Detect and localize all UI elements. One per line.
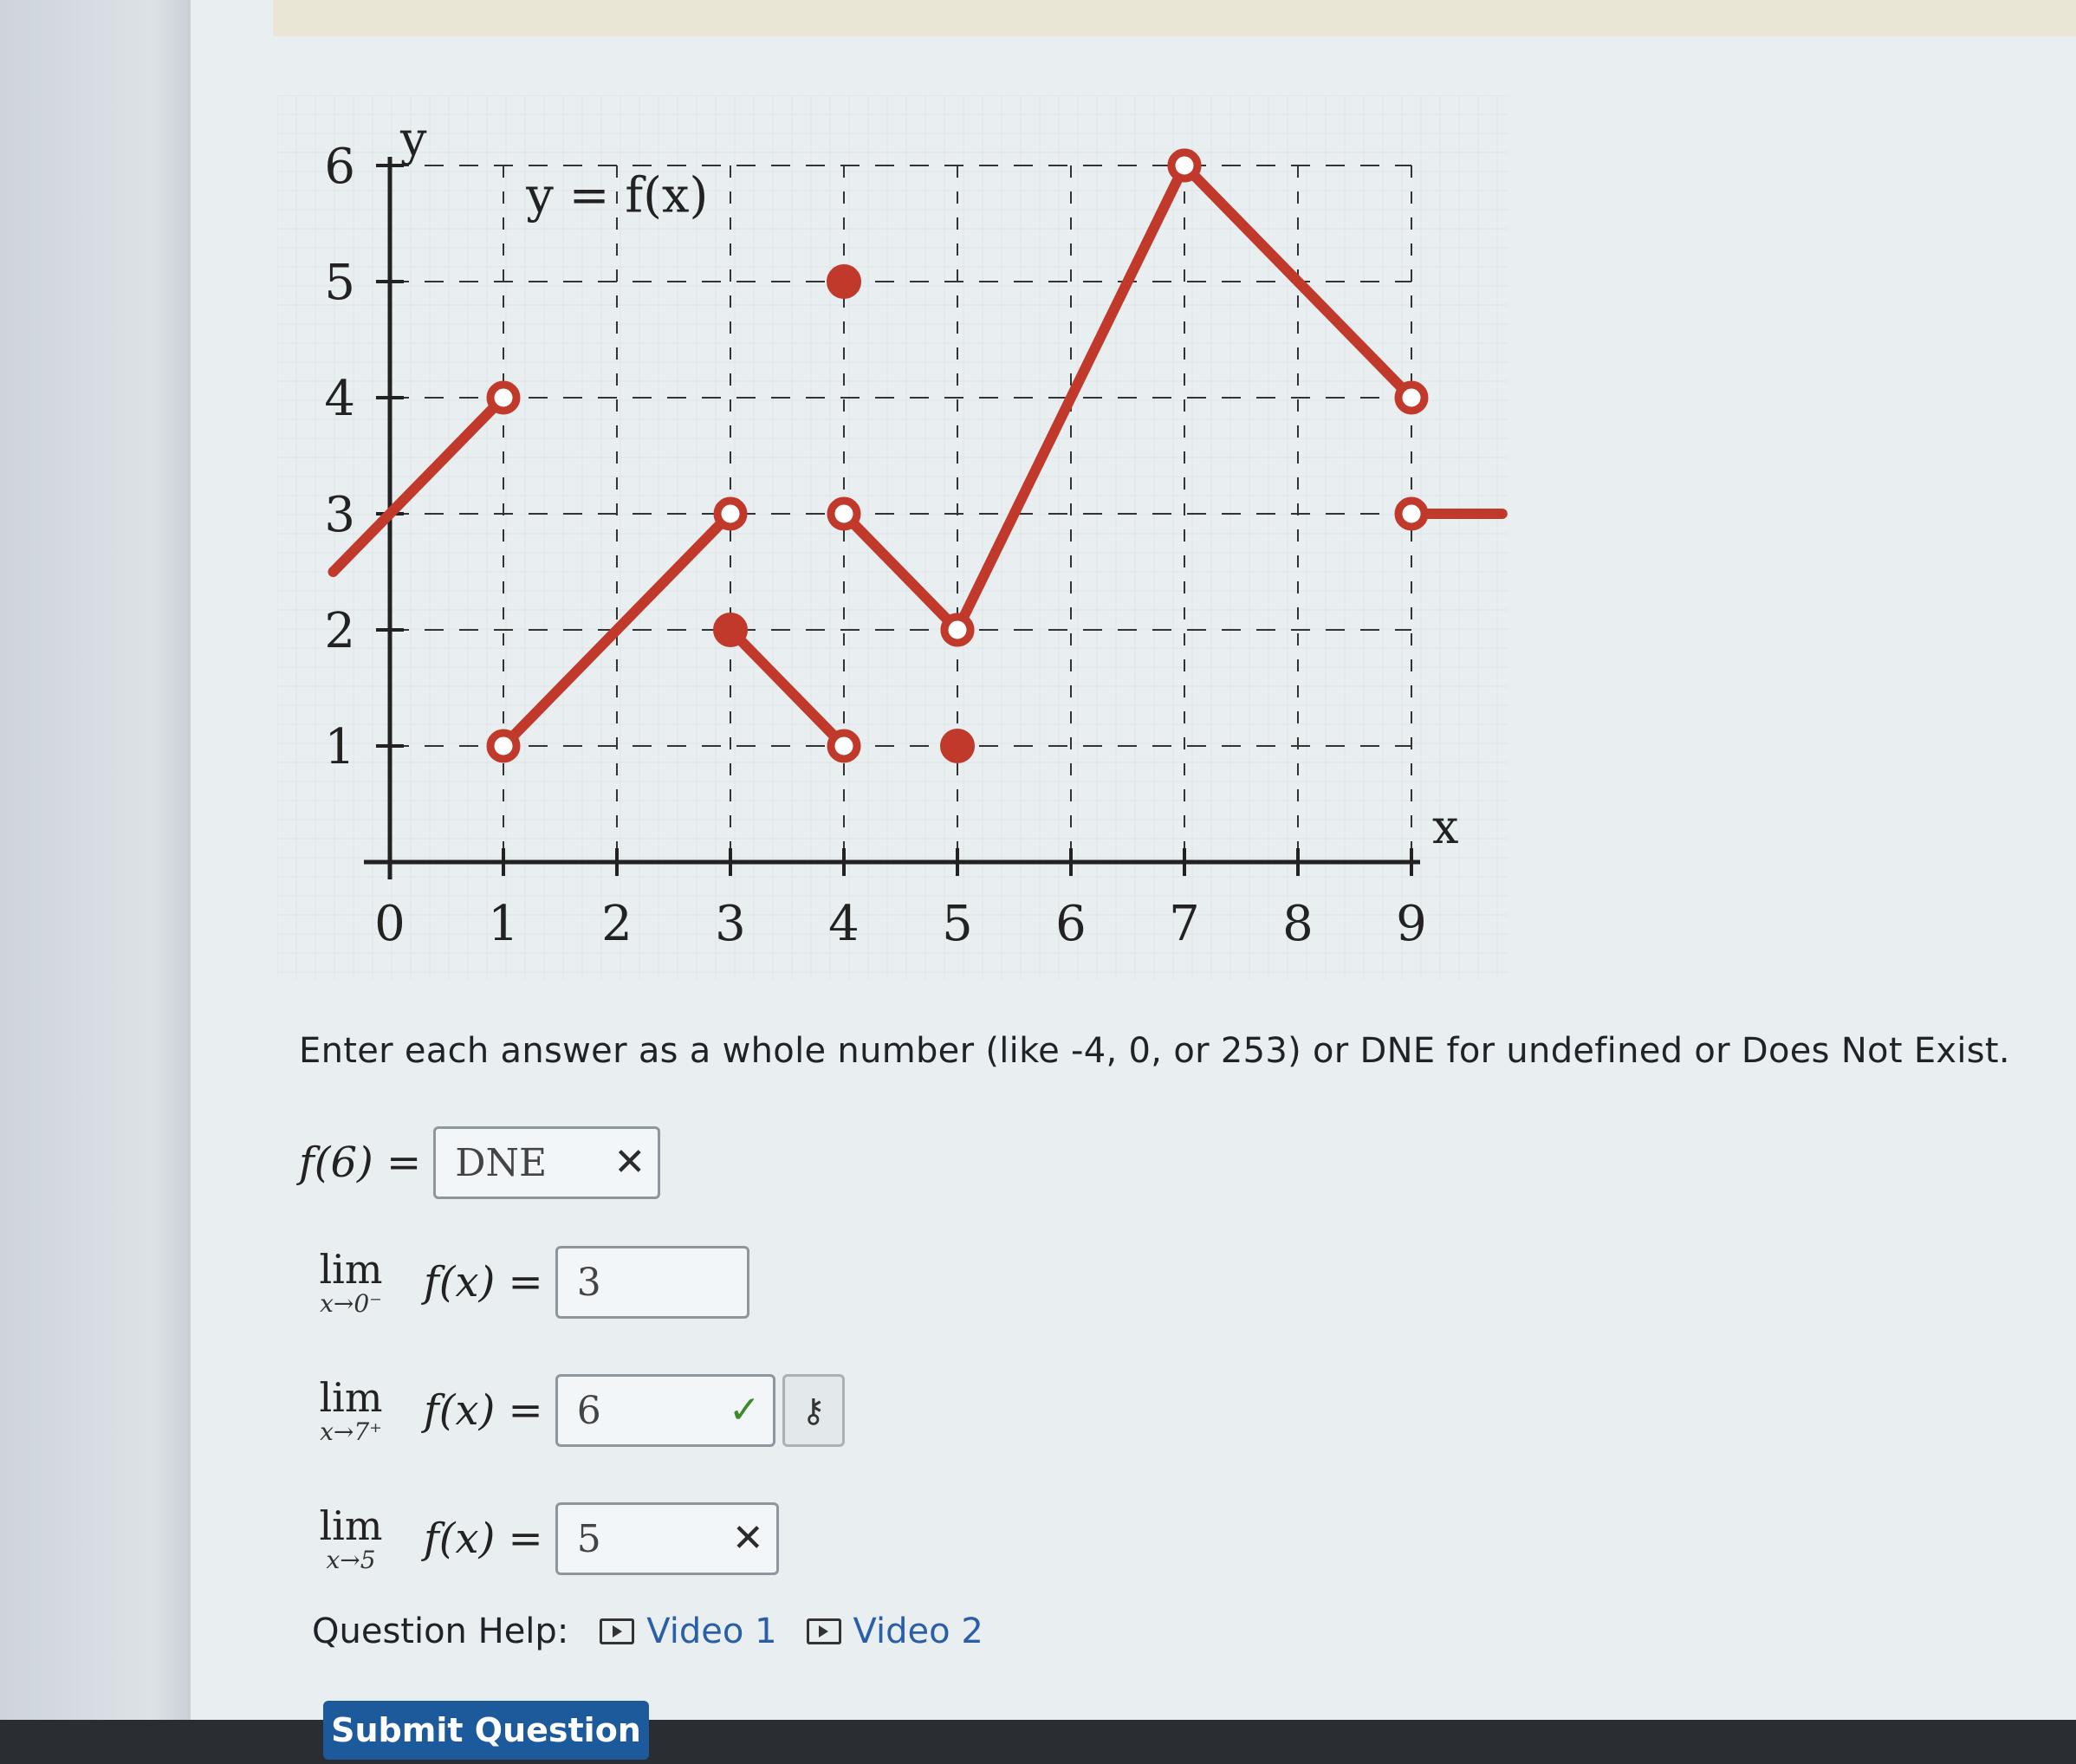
question-limit-5 — [299, 1502, 779, 1575]
graph-svg — [277, 95, 1508, 979]
video-2-label: Video 2 — [853, 1612, 983, 1651]
incorrect-icon: ✕ — [731, 1516, 764, 1560]
y-tick-label: 6 — [324, 139, 355, 195]
graph-title: y = f(x) — [526, 167, 709, 224]
y-tick-label: 3 — [324, 487, 355, 543]
limit-expression: f(x) = — [424, 1258, 543, 1307]
closed-endpoint — [714, 613, 747, 646]
x-tick-label: 8 — [1282, 896, 1314, 952]
function-segment — [334, 398, 504, 572]
open-endpoint — [490, 733, 516, 759]
question-limit-0-minus — [299, 1246, 749, 1319]
lim-subscript: x→0⁻ — [320, 1289, 382, 1318]
limit-notation — [299, 1376, 403, 1445]
video-1-label: Video 1 — [646, 1612, 777, 1651]
key-glyph: ⚷ — [801, 1391, 826, 1430]
x-tick-label: 6 — [1055, 896, 1087, 952]
x-axis-label: x — [1432, 800, 1459, 854]
x-tick-label: 2 — [601, 896, 633, 952]
limit-notation — [299, 1248, 403, 1317]
open-endpoint — [831, 501, 857, 527]
lim-subscript: x→5 — [326, 1546, 376, 1574]
x-tick-label: 1 — [488, 896, 519, 952]
open-endpoint — [944, 617, 970, 643]
lim-word: lim — [319, 1246, 383, 1293]
limit-expression: f(x) = — [424, 1514, 543, 1563]
x-tick-label: 9 — [1396, 896, 1427, 952]
video-play-icon — [807, 1618, 841, 1644]
x-tick-label: 5 — [942, 896, 973, 952]
answer-box — [433, 1126, 660, 1199]
instructions-text: Enter each answer as a whole number (like -4, 0, or 253) or DNE for undefined or Does Not Exist. — [299, 1031, 2010, 1071]
question-help-label: Question Help: — [312, 1612, 569, 1651]
y-axis-label: y — [400, 112, 427, 166]
x-tick-label: 4 — [828, 896, 860, 952]
correct-check-icon: ✓ — [728, 1388, 761, 1432]
open-endpoint — [831, 733, 857, 759]
lim-word: lim — [319, 1374, 383, 1421]
video-2-link[interactable] — [807, 1612, 983, 1651]
limit-expression: f(x) = — [424, 1386, 543, 1435]
x-tick-label: 3 — [715, 896, 746, 952]
limit-notation — [299, 1504, 403, 1573]
closed-endpoint — [827, 265, 860, 298]
open-endpoint — [490, 385, 516, 411]
closed-endpoint — [941, 730, 974, 762]
x-tick-label: 0 — [374, 896, 405, 952]
answer-box — [555, 1374, 775, 1447]
answer-input-limit-0-minus[interactable] — [558, 1248, 747, 1316]
bottom-bar — [0, 1720, 2076, 1764]
graph-figure — [277, 95, 1508, 979]
y-tick-label: 4 — [324, 371, 355, 427]
answer-box — [555, 1502, 779, 1575]
open-endpoint — [717, 501, 743, 527]
video-1-link[interactable] — [600, 1612, 776, 1651]
video-play-icon — [600, 1618, 634, 1644]
question-limit-7-plus — [299, 1374, 845, 1447]
open-endpoint — [1398, 501, 1424, 527]
y-tick-label: 1 — [324, 719, 355, 775]
lim-subscript: x→7⁺ — [320, 1417, 382, 1446]
y-tick-label: 5 — [324, 255, 355, 311]
key-icon[interactable] — [782, 1374, 845, 1447]
open-endpoint — [1171, 152, 1197, 178]
lim-word: lim — [319, 1502, 383, 1549]
submit-question-button[interactable]: Submit Question — [323, 1701, 649, 1760]
question-help — [312, 1612, 1013, 1651]
incorrect-icon: ✕ — [613, 1140, 646, 1184]
y-tick-label: 2 — [324, 603, 355, 659]
top-band — [273, 0, 2076, 36]
question-f6 — [299, 1126, 660, 1199]
question-label: f(6) = — [299, 1138, 422, 1187]
x-tick-label: 7 — [1169, 896, 1200, 952]
open-endpoint — [1398, 385, 1424, 411]
left-rail — [0, 0, 191, 1764]
answer-box — [555, 1246, 749, 1319]
function-segment — [730, 630, 844, 746]
